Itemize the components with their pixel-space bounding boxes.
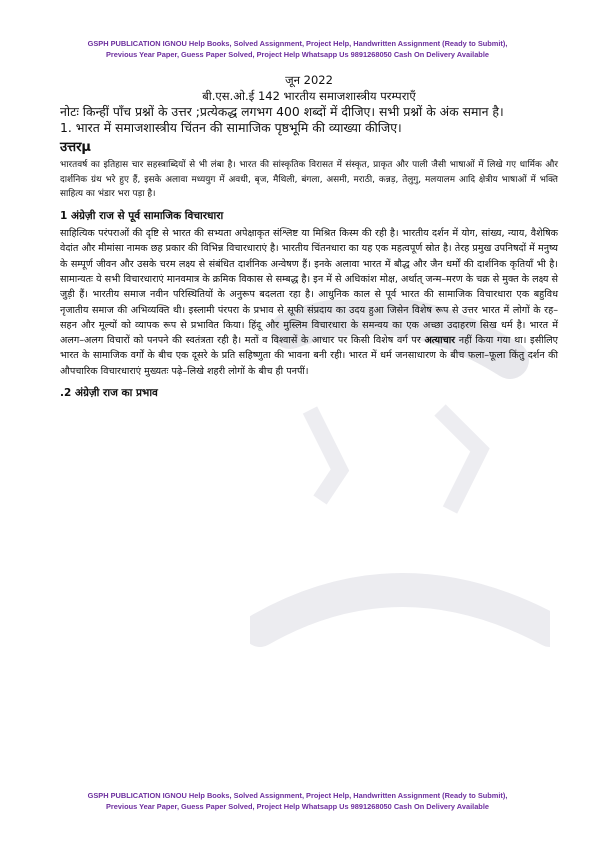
- question-1: 1. भारत में समाजशास्त्रीय चिंतन की सामाजिक पृष्ठभूमि की व्याख्या कीजिए।: [60, 120, 402, 135]
- footer-banner: [40, 790, 555, 812]
- header-banner: [40, 38, 555, 60]
- document-body: [60, 72, 558, 401]
- section-1-heading: 1 अंग्रेज़ी राज से पूर्व सामाजिक विचारधारा: [60, 210, 224, 223]
- answer-label: उत्तरμ: [60, 140, 91, 155]
- exam-date: जून 2022: [285, 73, 333, 87]
- section-1-text-a: साहित्यिक परंपराओं की दृष्टि से भारत की सभ्यता अपेक्षाकृत संश्लिष्ट या मिश्रित किस्म की रही है। भारतीय दर्शन में योग, सांख्य, न्याय, वैशेषिक वेदांत और मीमांसा नामक छह प्रकार की विभिन्न विचारधाराएं है। भारतीय चिंतनधारा का यह एक महत्वपूर्ण स्रोत है। तेरह प्रमुख उपनिषदों में मनुष्य के सम्पूर्ण जीवन और उसके चरम लक्ष्य से संबंधित दार्शनिक अन्वेषण हैं। इनके अलावा भारत में बौद्ध और जैन धर्मों की दार्शनिक कृतियाँ भी है। सामान्यतः ये सभी विचारधाराएं मानवमात्र के क्रमिक विकास से सम्बद्ध है। इन में से अधिकांश मोक्ष, अर्थात् जन्म–मरण के चक्र से मुक्त के लक्ष्य से जुड़ी हैं। भारतीय समाज नवीन परिस्थितियों के अनुरूप बदलता रहा है। आधुनिक काल से पूर्व भारत की सामाजिक विचारधारा एक बहुविध नृजातीय समाज की अभिव्यक्ति थी। इस्लामी पंरपरा के प्रभाव से सूफी संप्रदाय का उदय हुआ जिसेन विशेष रूप से उत्तर भारत में लोगों के रह–सहन और मूल्यों को व्यापक रूप से प्रभावित किया। हिंदू और मुस्लिम विचारधारा के समन्वय का एक अच्छा उदाहरण सिख धर्म है। भारत में अलग–अलग विचारों को पनपने की स्वतंत्रता रही है। मतों व विश्वासें के आधार पर किसी विशेष वर्ग पर: [60, 228, 558, 347]
- intro-paragraph: भारतवर्ष का इतिहास चार सहस्त्राब्दियों से भी लंबा है। भारत की सांस्कृतिक विरासत में संस्कृत, प्राकृत और पाली जैसी भाषाओं में लिखे गए धार्मिक और दार्शनिक ग्रंथ भरे हुए हैं, इसके अलावा मध्ययुग में अवधी, बृज, मैथिली, बंगला, असमी, मराठी, कन्नड़, तेलुगु, मलयालम आदि क्षेत्रीय भाषाओं में भक्ति साहित्य का भंडार भरा पड़ा है।: [60, 160, 558, 200]
- section-1-paragraph: [60, 226, 558, 379]
- course-title: बी.एस.ओ.ई 142 भारतीय समाजशास्त्रीय परम्पराएँ: [202, 89, 416, 103]
- header-line-2: Previous Year Paper, Guess Paper Solved, Project Help Whatsapp Us 9891268050 Cash On Delivery Available: [106, 50, 489, 59]
- instruction-note: नोटः किन्हीं पाँच प्रश्नों के उत्तर ;प्रत्येकद्ध लगभग 400 शब्दों में दीजिए। सभी प्रश्नों के अंक समान है।: [60, 104, 504, 119]
- header-line-1: GSPH PUBLICATION IGNOU Help Books, Solved Assignment, Project Help, Handwritten Assignment (Ready to Submit),: [87, 39, 508, 48]
- footer-line-2: Previous Year Paper, Guess Paper Solved, Project Help Whatsapp Us 9891268050 Cash On Delivery Available: [106, 802, 489, 811]
- section-2-heading: .2 अंग्रेज़ी राज का प्रभाव: [60, 387, 158, 400]
- footer-line-1: GSPH PUBLICATION IGNOU Help Books, Solved Assignment, Project Help, Handwritten Assignment (Ready to Submit),: [87, 791, 508, 800]
- section-1-emphasis: अत्याचार: [424, 335, 456, 347]
- section-1-text-b: नहीं किया गया था। इसीलिए भारत के सामाजिक वर्गों के बीच एक दूसरे के प्रति सहिष्णुता की भावना बनी रही। भारत में धर्म जनसाधारण के बीच फला–फूला किंतु दर्शन की औपचारिक विचारधाराएं मुख्यतः पढ़े–लिखे शहरी लोगों के बीच ही पनपीं।: [60, 335, 558, 377]
